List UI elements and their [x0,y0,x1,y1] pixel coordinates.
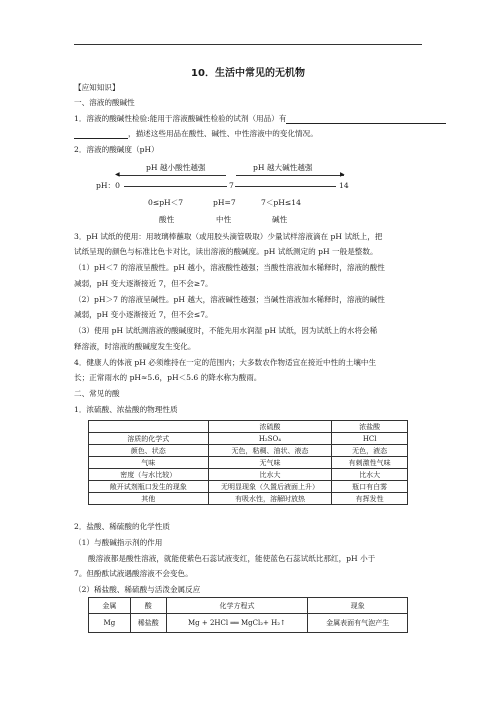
table-cell: 无色，粘稠、油状、液态 [208,445,332,457]
table-cell: 现象 [308,598,408,614]
table-cell: 颜色、状态 [89,445,209,457]
scale-axis-left [124,186,227,187]
scale-axis-right [235,186,336,187]
table-cell: 金属 [89,598,131,614]
p3-line-7: （3）使用 pH 试纸测溶液的酸碱度时，不能先用水润湿 pH 试纸，因为试纸上的水将会稀 [74,326,378,335]
table-cell [89,421,209,433]
page-title: 10．生活中常见的无机物 [191,68,305,79]
range-acid: 0≤pH＜7 [148,198,184,207]
table-cell: 无色，液态 [332,445,408,457]
p3-line-6: 减弱，pH 变小逐渐接近 7，但不会≤7。 [74,310,213,319]
acid-properties-table [88,420,408,505]
table-cell: 其他 [89,493,209,505]
table-cell: 酸 [130,598,166,614]
table-header-row [89,598,408,614]
table-cell: Mg [89,614,131,633]
question-2-text-2: 7。但酚酞试液遇酸溶液不会变色。 [74,569,193,578]
p3-line-2: 试纸呈现的颜色与标准比色卡对比，读出溶液的酸碱度。pH 试纸测定的 pH 一般是整数。 [74,247,378,256]
table-cell: 有挥发性 [332,493,408,505]
scale-seven: 7 [229,181,234,190]
table-row [89,433,408,445]
p4-line-2: 长；正常雨水的 pH≈5.6，pH＜5.6 的降水称为酸雨。 [74,373,262,382]
part2-title: 二、常见的酸 [74,389,120,398]
p3-line-3: （1）pH＜7 的溶液呈酸性。pH 越小，溶液酸性越强；当酸性溶液加水稀释时，溶液的酸性 [74,263,385,272]
table-cell: 敞开试剂瓶口发生的现象 [89,481,209,493]
question-1: 1．浓硫酸、浓盐酸的物理性质 [74,405,178,414]
p3-line-5: （2）pH＞7 的溶液呈碱性。pH 越大，溶液碱性越强；当碱性溶液加水稀释时，溶液的碱性 [74,295,385,304]
table-cell: 比水大 [332,469,408,481]
table-cell: HCl [332,433,408,445]
table-cell: 有刺激性气味 [332,457,408,469]
range-neutral: pH=7 [213,198,236,207]
table-row [89,614,408,633]
p3-line-1: 3．pH 试纸的使用：用玻璃棒蘸取（或用胶头滴管吸取）少量试样溶液滴在 pH 试纸上，把 [74,232,383,241]
question-2-sub-1: （1）与酸碱指示剂的作用 [74,538,163,547]
table-row [89,457,408,469]
scale-arrow-right [236,175,344,176]
table-cell: 浓盐酸 [332,421,408,433]
question-2-text-1: 酸溶液都是酸性溶液，就能使紫色石蕊试液变红，能使蓝色石蕊试纸比那红，pH 小于 [88,554,376,563]
label-basic: 碱性 [272,215,288,224]
table-row [89,493,408,505]
label-acidic: 酸性 [159,215,175,224]
table-cell: 稀盐酸 [130,614,166,633]
paragraph-2: 2．溶液的酸碱度（pH） [74,145,159,154]
question-2-sub-2: （2）稀盐酸、稀硫酸与活泼金属反应 [74,585,201,594]
blank-line [74,130,128,139]
table-row [89,469,408,481]
table-row [89,481,408,493]
paragraph-1b: ，描述这些用品在酸性、碱性、中性溶液中的变化情况。 [74,129,318,139]
section-header: 【应知知识】 [74,83,120,92]
range-base: 7＜pH≤14 [261,198,301,207]
scale-arrow-left [118,175,226,176]
arrow-head-right: ▶ [340,171,345,178]
header-rule [74,44,422,45]
arrow-head-left: ◀ [115,171,120,178]
table-cell: 密度（与水比较） [89,469,209,481]
table-cell: Mg + 2HCl ══ MgCl₂+ H₂↑ [166,614,308,633]
table-cell: 瓶口有白雾 [332,481,408,493]
table-cell: 无明显现象（久置后液面上升） [208,481,332,493]
table-cell: 浓硫酸 [208,421,332,433]
table-cell: 有吸水性，溶解时放热 [208,493,332,505]
scale-ph-zero: pH：0 [96,181,120,190]
metal-reaction-table [88,597,408,633]
part1-title: 一、溶液的酸碱性 [74,98,135,107]
table-cell: H₂SO₄ [208,433,332,445]
table-row [89,445,408,457]
table-cell: 金属表面有气泡产生 [308,614,408,633]
table-cell: 化学方程式 [166,598,308,614]
p4-line-1: 4．健康人的体液 pH 必须维持在一定的范围内；大多数农作物适宜在接近中性的土壤中生 [74,358,377,367]
question-2: 2．盐酸、稀硫酸的化学性质 [74,522,170,531]
blank-line [286,115,446,124]
scale-fourteen: 14 [339,181,349,190]
scale-base-label: pH 越大碱性越强 [253,163,313,172]
table-cell: 溶质的化学式 [89,433,209,445]
p3-line-8: 释溶液，时溶液的酸碱度发生变化。 [74,342,196,351]
p3-line-4: 减弱，pH 变大逐渐接近 7，但不会≥7。 [74,279,213,288]
table-cell: 气味 [89,457,209,469]
paragraph-1a: 1．溶液的酸碱性检验:能用于溶液酸碱性检验的试剂（用品）有 [74,114,446,124]
table-header-row [89,421,408,433]
table-cell: 比水大 [208,469,332,481]
scale-acid-label: pH 越小酸性越强 [146,163,206,172]
label-neutral: 中性 [216,215,232,224]
table-cell: 无气味 [208,457,332,469]
